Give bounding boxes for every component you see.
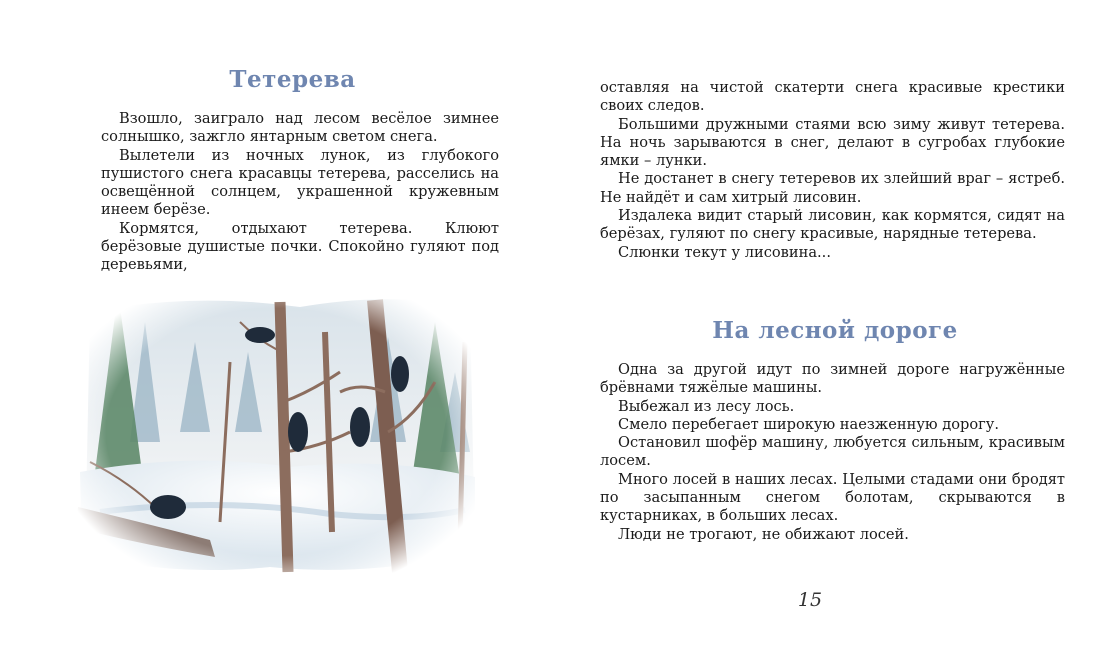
right-page [550, 0, 1100, 663]
paragraph: Много лосей в наших лесах. Целыми стадами они бродят по засыпанным снегом болотам, скрываются в кустарниках, в больших лесах. [600, 470, 1065, 525]
paragraph: оставляя на чистой скатерти снега красивые крестики своих следов. [600, 79, 1065, 115]
winter-forest-black-grouse-illustration [70, 282, 482, 582]
story-text-teterev-continued [600, 79, 1065, 262]
page-number: 15 [797, 589, 823, 611]
paragraph: Выбежал из лесу лось. [618, 397, 795, 415]
paragraph: Люди не трогают, не обижают лосей. [618, 525, 909, 543]
paragraph: Смело перебегает широкую наезженную дорогу. [618, 415, 1000, 433]
paragraph: Вылетели из ночных лунок, из глубокого пушистого снега красавцы тетерева, расселись на освещённой солнцем, украшенной кружевным инеем берёзе. [101, 146, 499, 219]
paragraph: Взошло, заиграло над лесом весёлое зимнее солнышко, зажгло янтарным светом снега. [101, 110, 499, 146]
paragraph: Кормятся, отдыхают тетерева. Клюют берёзовые душистые почки. Спокойно гуляют под деревьями, [101, 219, 499, 274]
story-title-forest-road: На лесной дороге [712, 317, 958, 344]
paragraph: Остановил шофёр машину, любуется сильным, красивым лосем. [600, 434, 1065, 470]
story-text-teterev [101, 110, 499, 275]
paragraph: Большими дружными стаями всю зиму живут тетерева. На ночь зарываются в снег, делают в сугробах глубокие ямки – лунки. [600, 115, 1065, 170]
story-title-teterev: Тетерева [229, 66, 356, 93]
paragraph: Одна за другой идут по зимней дороге нагружённые брёвнами тяжёлые машины. [600, 361, 1065, 397]
story-text-forest-road [600, 361, 1065, 544]
paragraph: Не достанет в снегу тетеревов их злейший враг – ястреб. Не найдёт и сам хитрый лисовин. [600, 170, 1065, 206]
paragraph: Слюнки текут у лисовина... [618, 243, 831, 261]
paragraph: Издалека видит старый лисовин, как кормятся, сидят на берёзах, гуляют по снегу красивые, нарядные тетерева. [600, 207, 1065, 243]
